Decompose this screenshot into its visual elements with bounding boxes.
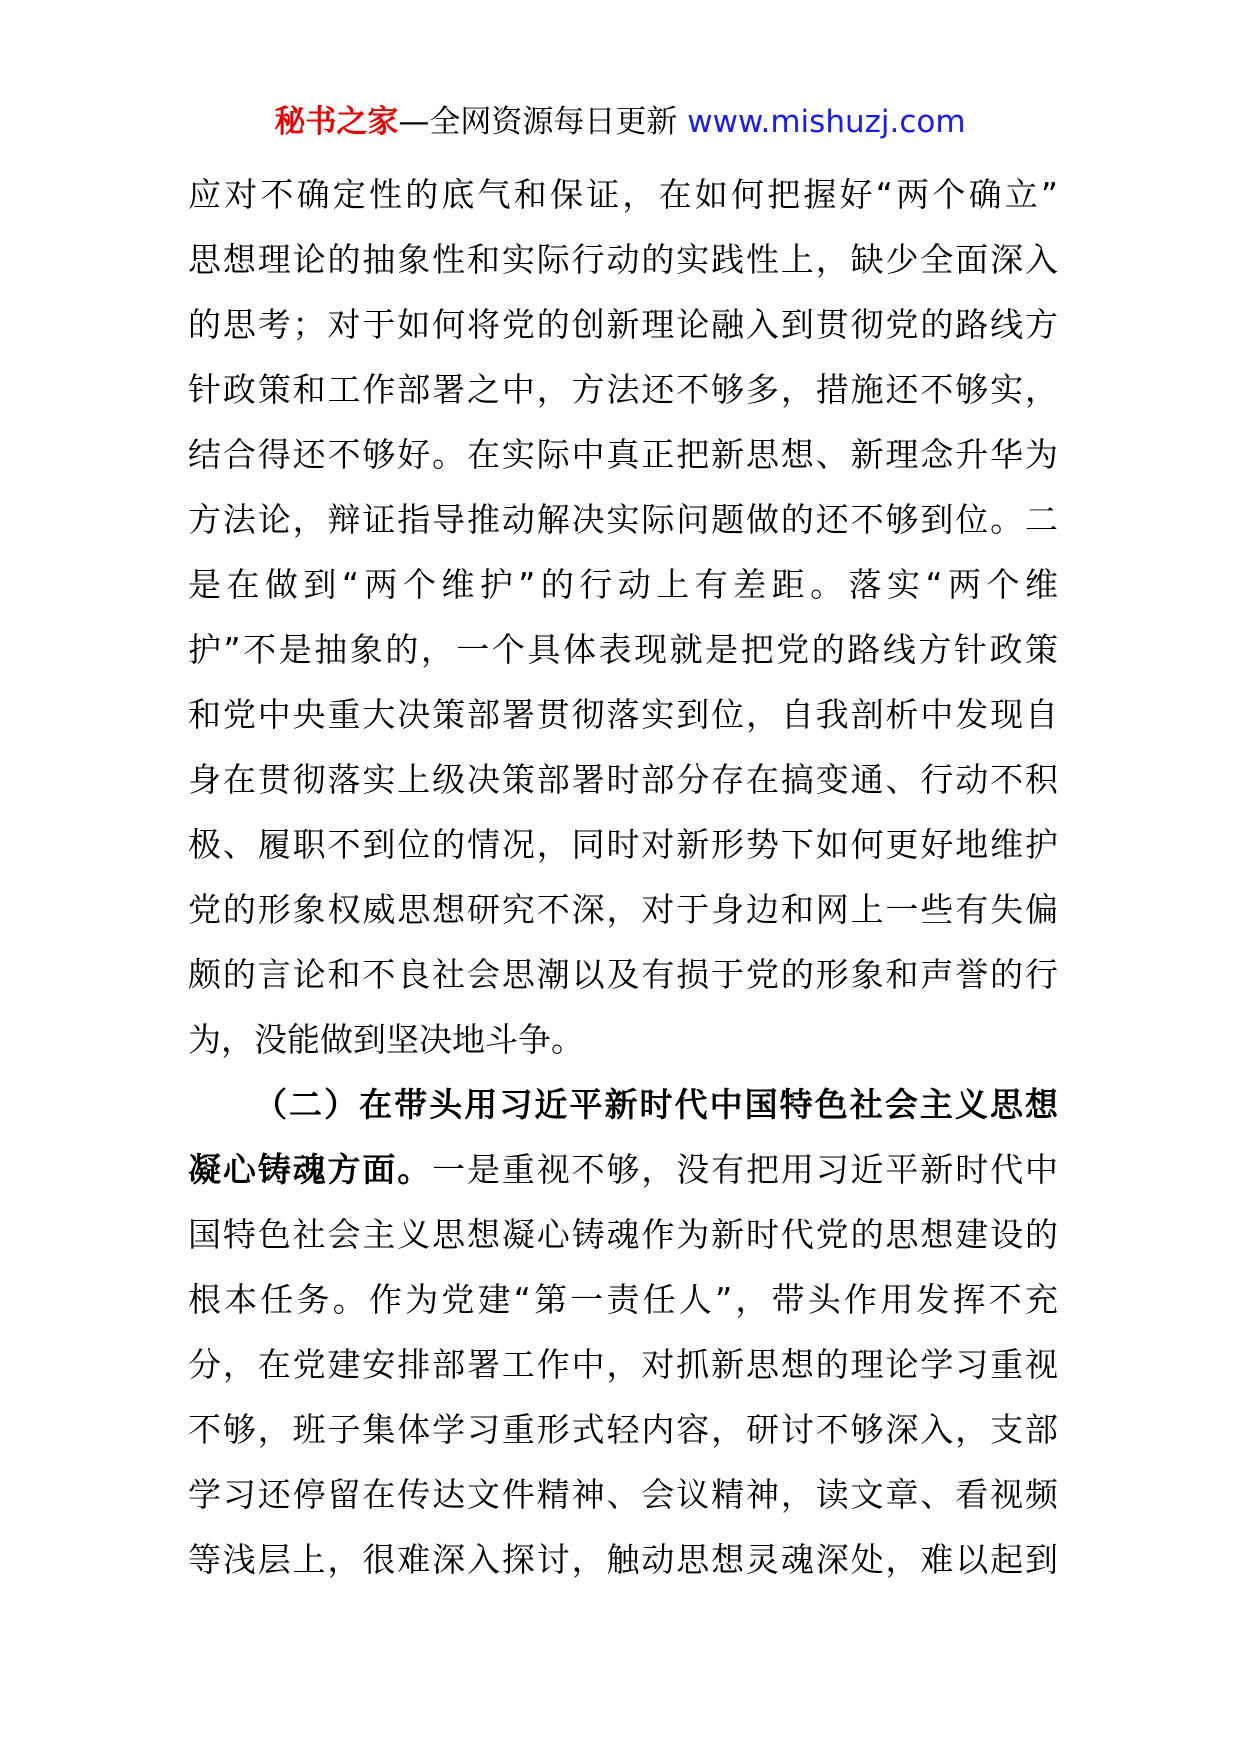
text-line: 针政策和工作部署之中，方法还不够多，措施还不够实， [188, 370, 1058, 409]
section-heading: （二）在带头用习近平新时代中国特色社会主义思想 [254, 1085, 1058, 1124]
header-tagline: —全网资源每日更新 [398, 104, 678, 140]
text-line: 等浅层上，很难深入探讨，触动思想灵魂深处，难以起到 [188, 1540, 1058, 1579]
paragraph-2 [188, 1072, 1058, 1592]
text-line: 身在贯彻落实上级决策部署时部分存在搞变通、行动不积 [188, 760, 1058, 799]
section-heading-end: 凝心铸魂方面。 [188, 1150, 433, 1189]
brand-name: 秘书之家 [274, 104, 399, 140]
text-line: 方法论，辩证指导推动解决实际问题做的还不够到位。二 [188, 500, 1058, 539]
text-line: 思想理论的抽象性和实际行动的实践性上，缺少全面深入 [188, 240, 1058, 279]
text-line: 结合得还不够好。在实际中真正把新思想、新理念升华为 [188, 435, 1058, 474]
text-line: 应对不确定性的底气和保证，在如何把握好“两个确立” [188, 175, 1058, 214]
paragraph-1 [188, 162, 1058, 1072]
text-line [188, 1137, 1058, 1202]
text-line: 和党中央重大决策部署贯彻落实到位，自我剖析中发现自 [188, 695, 1058, 734]
text-line: 为，没能做到坚决地斗争。 [188, 1020, 584, 1059]
text-line: 颇的言论和不良社会思潮以及有损于党的形象和声誉的行 [188, 955, 1058, 994]
text-line: 的思考；对于如何将党的创新理论融入到贯彻党的路线方 [188, 305, 1058, 344]
text-line: 分，在党建安排部署工作中，对抓新思想的理论学习重视 [188, 1345, 1058, 1384]
text-line: 护”不是抽象的，一个具体表现就是把党的路线方针政策 [188, 630, 1058, 669]
text-line: 国特色社会主义思想凝心铸魂作为新时代党的思想建设的 [188, 1215, 1058, 1254]
text-line: 是在做到“两个维护”的行动上有差距。落实“两个维 [188, 565, 1058, 604]
text-line: 根本任务。作为党建“第一责任人”，带头作用发挥不充 [188, 1280, 1058, 1319]
document-body [188, 162, 1058, 1592]
text-line: 不够，班子集体学习重形式轻内容，研讨不够深入，支部 [188, 1410, 1058, 1449]
text-line: 极、履职不到位的情况，同时对新形势下如何更好地维护 [188, 825, 1058, 864]
site-url-link[interactable]: www.mishuzj.com [687, 104, 966, 140]
text-span: 一是重视不够，没有把用习近平新时代中 [432, 1150, 1058, 1189]
watermark-header [0, 102, 1240, 142]
text-line: 学习还停留在传达文件精神、会议精神，读文章、看视频 [188, 1475, 1058, 1514]
text-line: 党的形象权威思想研究不深，对于身边和网上一些有失偏 [188, 890, 1058, 929]
